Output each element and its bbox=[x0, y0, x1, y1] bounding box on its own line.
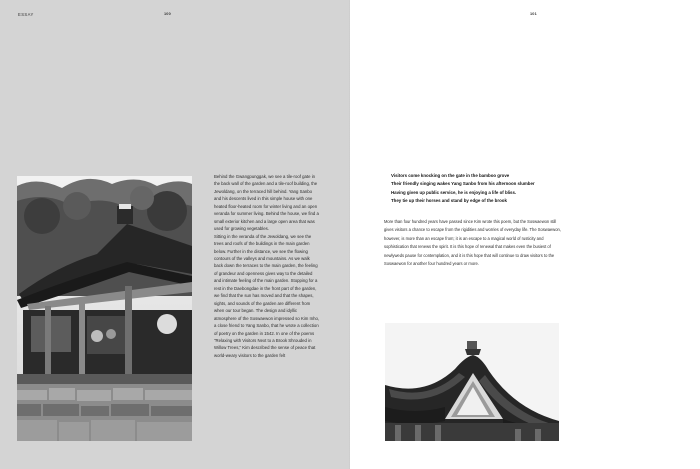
body-paragraph: Sitting in the veranda of the Jewoldang, we see the trees and roofs of the buildings in the main garden below. Further in the distance, we see the flowing contours of the valleys and mountains. As we walk back down the terraces to the main garden, the feeling of grandeur and openness gives way to the detailed and intimate feeling of the main garden. Stopping for a rest in the Daebongdae in the front part of the garden, we find that the sun has moved and that the shapes, sights, and sounds of the garden are different from when our tour began. The design and idyllic atmosphere of the Soswaewon impressed so Kim Inho, a close friend to Yang Sanbo, that he wrote a collection of poetry on the garden in 1542. In one of the poems "Relaxing with Visitors Next to a Brook Shrouded in Willow Trees," Kim described the sense of peace that world-weary visitors to the garden felt bbox=[214, 233, 320, 358]
poem-line: They tie up their horses and stand by edge of the brook bbox=[391, 197, 507, 203]
right-page bbox=[350, 0, 700, 469]
body-text-column bbox=[214, 173, 320, 359]
poem-line: Having given up public service, he is enjoying a life of bliss. bbox=[391, 189, 517, 195]
body-paragraph: Behind the Gwangpunggak, we see a tile-roof gate in the back wall of the garden and a tile-roof building, the Jewoldang, on the terraced hill behind. Yang Sanbo and his descents lived in this simple house with one heated floor-heated room for winter living and an open veranda for summer living. Behind the house, we find a small exterior kitchen and a large open area that was used for growing vegetables. bbox=[214, 174, 319, 232]
page-number-left: 100 bbox=[164, 12, 171, 16]
section-label: ESSAY bbox=[18, 12, 34, 17]
essay-paragraph: More than four hundred years have passed since Kim wrote this poem, but the Soswaewon still gives visitors a chance to escape from the rigidities and worries of everyday life. The Soswaewon, however, is more than an escape from; it is an escape to a magical world of rusticity and sophistication that renews the spirit. It is this hope of renewal that makes even the busiest of newlyweds pause for contemplation, and it is this hope that will continue to draw visitors to the Soswaewon for another four hundred years or more. bbox=[384, 219, 561, 267]
pavilion-photo bbox=[17, 176, 192, 441]
poem-line: Their friendly singing wakes Yang Sanbo from his afternoon slumber bbox=[391, 181, 535, 187]
roof-photo bbox=[385, 323, 559, 441]
poem-excerpt bbox=[391, 172, 551, 205]
page-number-right: 101 bbox=[530, 12, 537, 16]
poem-line: Visitors come knocking on the gate in the bamboo grove bbox=[391, 173, 510, 178]
